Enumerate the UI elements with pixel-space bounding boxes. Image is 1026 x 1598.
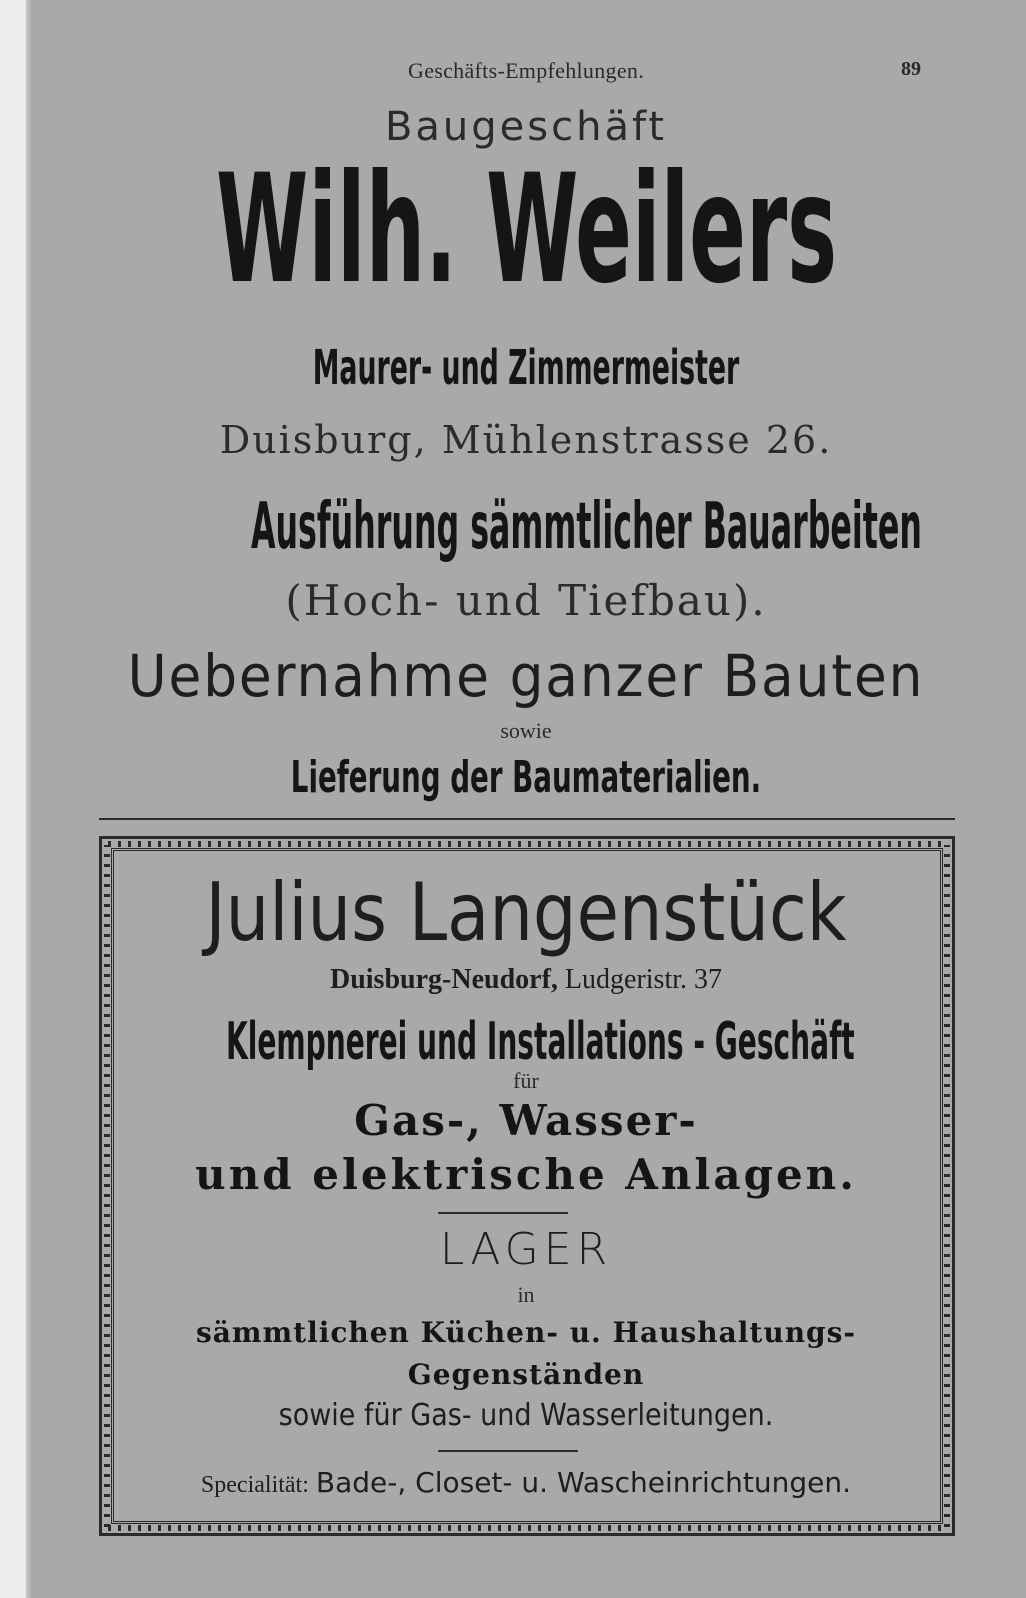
page: [26, 0, 1026, 1598]
langenstueck-stock: LAGER: [439, 1224, 613, 1275]
langenstueck-goods-line3: sowie für Gas- und Wasserleitungen.: [278, 1398, 774, 1433]
langenstueck-connector: für: [513, 1068, 539, 1093]
langenstueck-street: Ludgeristr. 37: [564, 964, 722, 995]
langenstueck-address: [26, 964, 1026, 996]
langenstueck-line2: und elektrische Anlagen.: [195, 1150, 857, 1199]
langenstueck-goods-line2: Gegenständen: [407, 1358, 645, 1391]
speciality-text: Bade-, Closet- u. Wascheinrichtungen.: [315, 1466, 852, 1499]
langenstueck-stock-connector: in: [517, 1282, 535, 1307]
weilers-address: Duisburg, Mühlenstrasse 26.: [219, 418, 833, 462]
frame-border-bottom: [108, 1525, 946, 1531]
short-divider-2: [438, 1450, 578, 1452]
langenstueck-location: Duisburg-Neudorf,: [329, 964, 558, 995]
weilers-company-name: Wilh. Weilers: [216, 143, 838, 317]
weilers-connector: sowie: [500, 718, 552, 743]
page-number: 89: [901, 58, 921, 80]
weilers-service-detail: (Hoch- und Tiefbau).: [285, 576, 767, 625]
section-divider: [99, 818, 955, 820]
langenstueck-goods-line1: sämmtlichen Küchen- u. Haushaltungs-: [195, 1316, 857, 1349]
langenstueck-line1: Gas-, Wasser-: [354, 1096, 698, 1145]
speciality-label: Specialität:: [200, 1472, 309, 1498]
frame-border-top: [108, 841, 946, 847]
weilers-trade: Maurer- und Zimmermeister: [312, 340, 740, 396]
langenstueck-company-name: Julius Langenstück: [205, 866, 847, 959]
weilers-service: Ausführung sämmtlicher Bauarbeiten: [251, 490, 922, 564]
weilers-delivery: Lieferung der Baumaterialien.: [290, 752, 762, 803]
langenstueck-trade: Klempnerei und Installations - Geschäft: [226, 1012, 855, 1072]
short-divider-1: [438, 1212, 568, 1214]
weilers-offer: Uebernahme ganzer Bauten: [127, 642, 925, 710]
langenstueck-speciality: [26, 1466, 1026, 1500]
weilers-subtitle: Baugeschäft: [384, 104, 668, 150]
running-head: Geschäfts-Empfehlungen.: [408, 58, 644, 83]
